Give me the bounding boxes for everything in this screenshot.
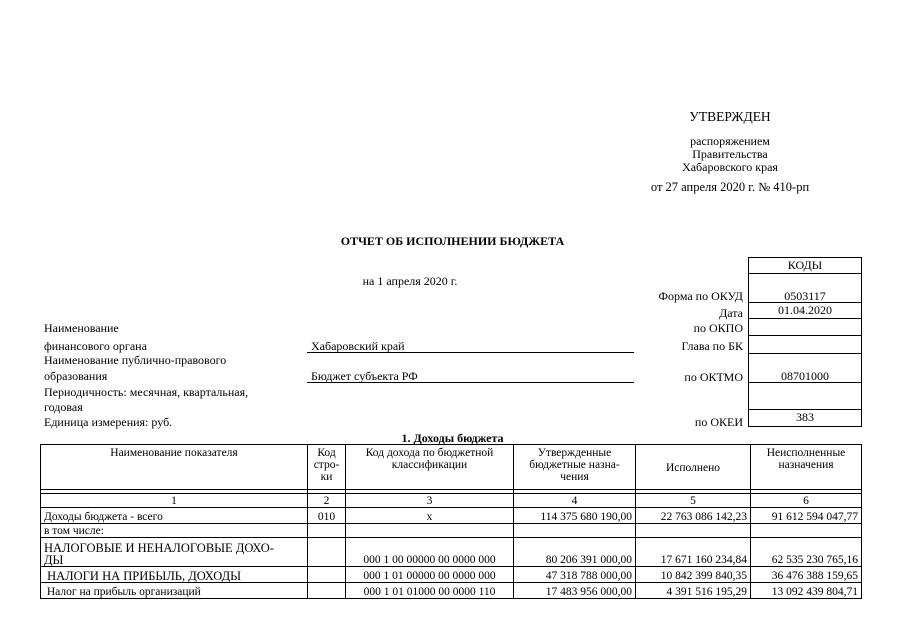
row-executed: 17 671 160 234,84 — [636, 538, 751, 567]
budget-label-1: Наименование публично-правового — [44, 353, 227, 367]
table-row — [41, 583, 862, 599]
row-name: Налог на прибыль организаций — [41, 583, 308, 599]
codes-header: КОДЫ — [748, 257, 862, 274]
fin-organ-underline — [307, 352, 634, 353]
approval-line-3: Хабаровского края — [682, 160, 778, 174]
okpo-value — [748, 318, 862, 336]
okud-label: Форма по ОКУД — [658, 289, 743, 303]
row-approved: 17 483 956 000,00 — [514, 583, 636, 599]
budget-label-2: образования — [44, 369, 108, 383]
row-unexecuted: 13 092 439 804,71 — [751, 583, 862, 599]
header-name: Наименование показателя — [41, 445, 308, 490]
row-income-code: x — [346, 508, 514, 524]
okud-value: 0503117 — [748, 273, 862, 303]
date-label: Дата — [719, 306, 743, 320]
row-unexecuted: 91 612 594 047,77 — [751, 508, 862, 524]
okei-value: 383 — [748, 409, 862, 427]
colnum-5: 5 — [636, 494, 751, 508]
row-income-code: 000 1 01 00000 00 0000 000 — [346, 567, 514, 583]
report-date: на 1 апреля 2020 г. — [362, 274, 458, 288]
table-row — [41, 567, 862, 583]
okei-label: по ОКЕИ — [694, 415, 743, 429]
period-label-2: годовая — [44, 400, 83, 414]
header-line-code: Код стро- ки — [308, 445, 346, 490]
table-header-row — [41, 445, 862, 490]
table-row — [41, 538, 862, 567]
row-line-code: 010 — [308, 508, 346, 524]
table-row — [41, 508, 862, 524]
row-approved: 47 318 788 000,00 — [514, 567, 636, 583]
row-name: в том числе: — [41, 524, 308, 538]
approval-line-4: от 27 апреля 2020 г. № 410-рп — [650, 180, 810, 194]
row-income-code: 000 1 00 00000 00 0000 000 — [346, 538, 514, 567]
report-title: ОТЧЕТ ОБ ИСПОЛНЕНИИ БЮДЖЕТА — [340, 234, 565, 248]
okpo-label: по ОКПО — [693, 321, 743, 335]
colnum-1: 1 — [41, 494, 308, 508]
colnum-6: 6 — [751, 494, 862, 508]
row-unexecuted: 62 535 230 765,16 — [751, 538, 862, 567]
fin-organ-value: Хабаровский край — [311, 339, 405, 353]
income-table — [40, 444, 862, 599]
period-label-1: Периодичность: месячная, квартальная, — [44, 385, 249, 399]
table-row — [41, 524, 862, 538]
row-executed: 10 842 399 840,35 — [636, 567, 751, 583]
approval-line-2: Правительства — [692, 147, 768, 161]
period-code-cell — [748, 382, 862, 410]
row-name-line-2: ДЫ — [44, 553, 64, 567]
unit-label: Единица измерения: руб. — [44, 415, 173, 429]
row-executed: 4 391 516 195,29 — [636, 583, 751, 599]
row-name — [41, 538, 308, 567]
colnum-2: 2 — [308, 494, 346, 508]
row-name: НАЛОГИ НА ПРИБЫЛЬ, ДОХОДЫ — [41, 567, 308, 583]
section-title: 1. Доходы бюджета — [401, 431, 504, 445]
row-name-line-1: НАЛОГОВЫЕ И НЕНАЛОГОВЫЕ ДОХО- — [44, 541, 274, 555]
row-approved: 114 375 680 190,00 — [514, 508, 636, 524]
bk-value — [748, 335, 862, 354]
header-income-code: Код дохода по бюджетной классификации — [346, 445, 514, 490]
budget-value: Бюджет субъекта РФ — [311, 369, 418, 383]
header-executed: Исполнено — [636, 445, 751, 490]
oktmo-label: по ОКТМО — [684, 370, 743, 384]
row-unexecuted: 36 476 388 159,65 — [751, 567, 862, 583]
colnum-4: 4 — [514, 494, 636, 508]
header-approved: Утвержденные бюджетные назна- чения — [514, 445, 636, 490]
approval-title: УТВЕРЖДЕН — [689, 109, 771, 124]
approval-line-1: распоряжением — [690, 134, 770, 148]
bk-label: Глава по БК — [681, 339, 743, 353]
table-colnum-row — [41, 494, 862, 508]
row-income-code: 000 1 01 01000 00 0000 110 — [346, 583, 514, 599]
colnum-3: 3 — [346, 494, 514, 508]
date-value: 01.04.2020 — [748, 302, 862, 319]
budget-underline — [307, 382, 634, 383]
row-executed: 22 763 086 142,23 — [636, 508, 751, 524]
fin-organ-label-2: финансового органа — [44, 339, 147, 353]
fin-organ-label-1: Наименование — [44, 321, 119, 335]
oktmo-value: 08701000 — [748, 353, 862, 383]
header-unexecuted: Неисполненные назначения — [751, 445, 862, 490]
row-approved: 80 206 391 000,00 — [514, 538, 636, 567]
row-name: Доходы бюджета - всего — [41, 508, 308, 524]
